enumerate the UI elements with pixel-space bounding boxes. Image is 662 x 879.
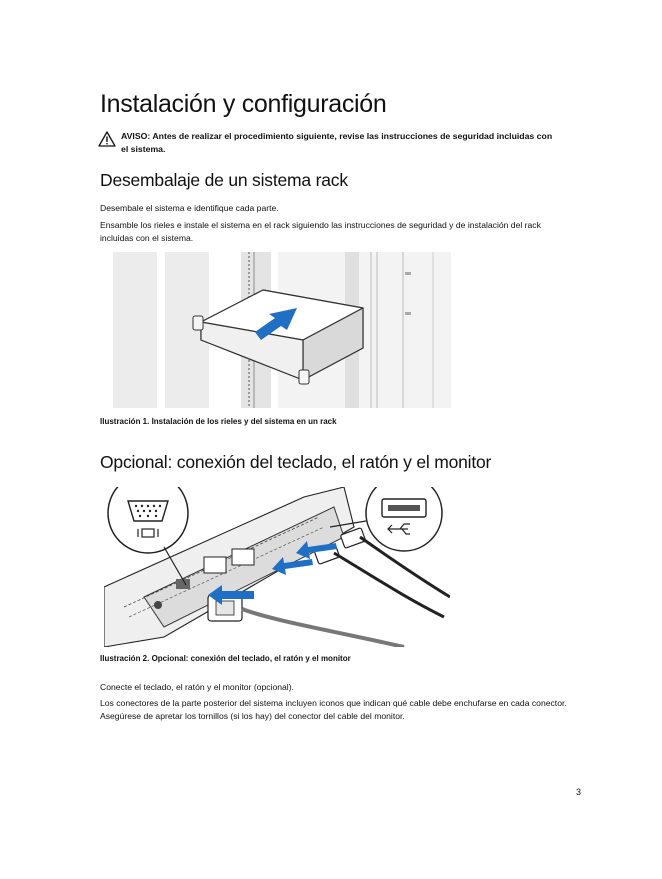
paragraph: Los conectores de la parte posterior del sistema incluyen iconos que indican qué cable debe enchufarse en cada conector. Asegúrese de apretar los tornillos (si los hay) del conector del cable del monitor. [100,698,567,722]
warning-text: AVISO: Antes de realizar el procedimiento siguiente, revise las instrucciones de seguridad incluidas con el sistema. [121,131,553,154]
section-heading-unpacking: Desembalaje de un sistema rack [100,170,348,190]
paragraph: Conecte el teclado, el ratón y el monitor (opcional). [100,682,294,692]
section-heading-peripherals: Opcional: conexión del teclado, el ratón y el monitor [100,452,492,472]
paragraph: Ensamble los rieles e instale el sistema en el rack siguiendo las instrucciones de seguridad y de instalación del rack incluidas con el sistema. [100,220,541,244]
page-title: Instalación y configuración [100,90,387,118]
paragraph: Desembale el sistema e identifique cada parte. [100,203,279,213]
page-number: 3 [576,787,582,797]
warning-triangle-icon [98,131,116,147]
figure-caption: Ilustración 1. Instalación de los rieles y del sistema en un rack [100,417,337,426]
figure-peripheral-connection [104,487,450,647]
figure-caption: Ilustración 2. Opcional: conexión del teclado, el ratón y el monitor [100,654,351,663]
figure-rack-installation [113,252,451,408]
